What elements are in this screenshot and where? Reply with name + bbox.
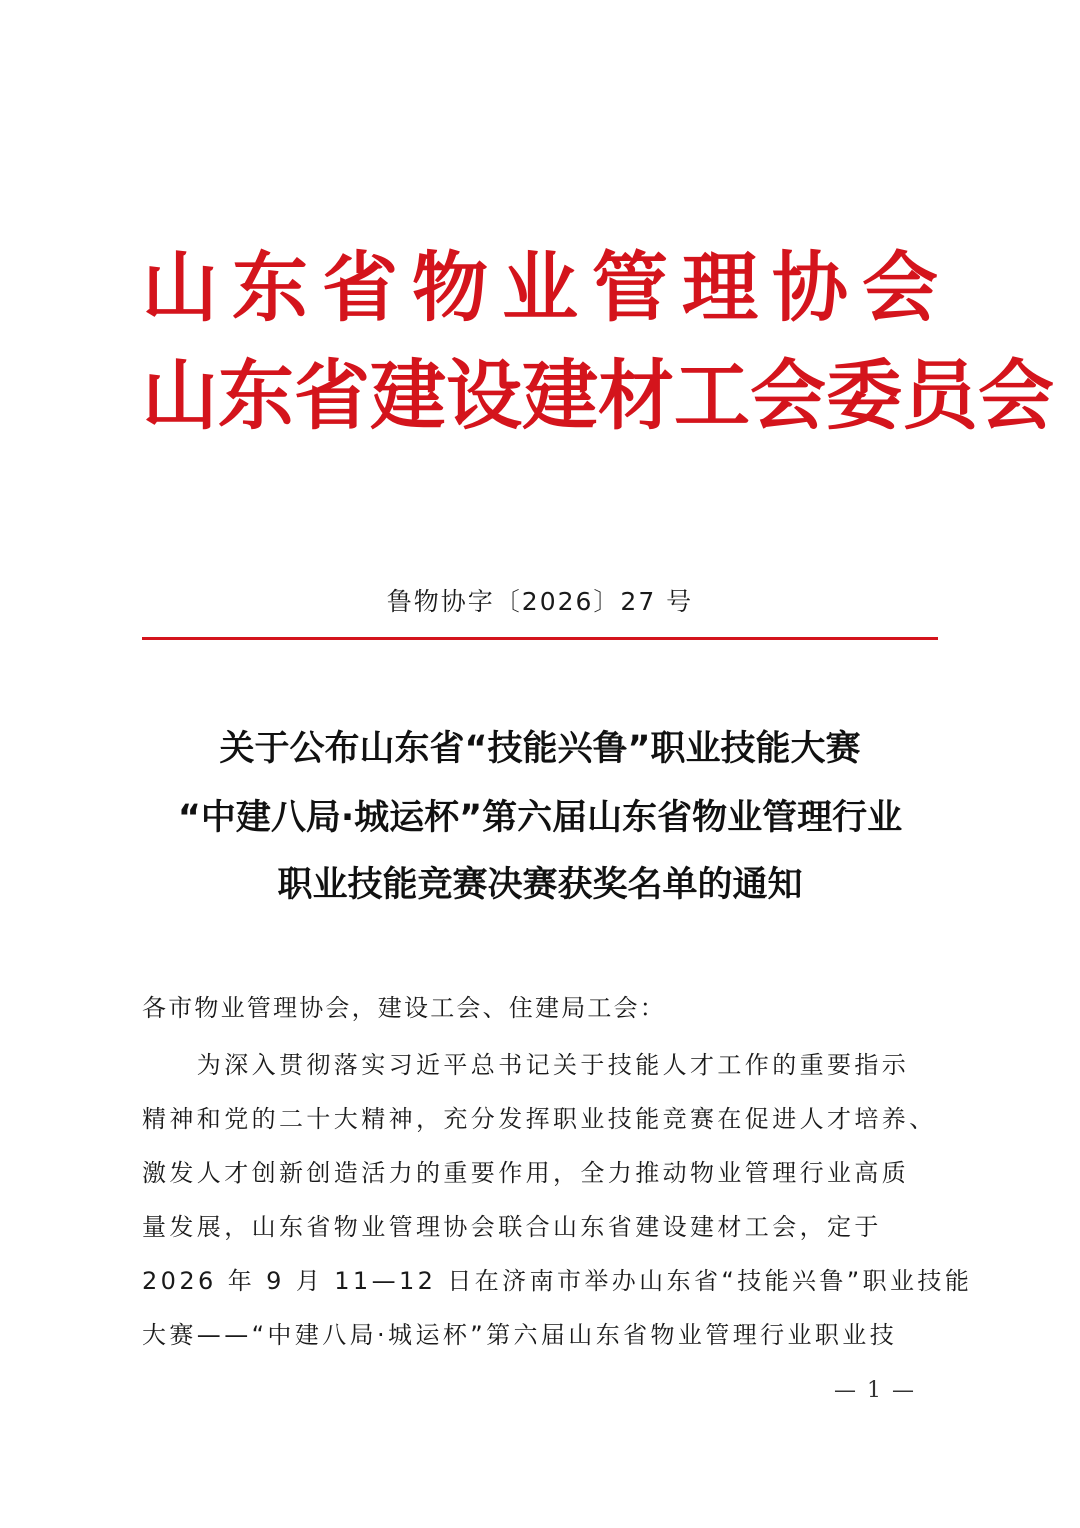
- body-text-line: 2026 年 9 月 11—12 日在济南市举办山东省“技能兴鲁”职业技能: [142, 1267, 973, 1295]
- document-title-line-3: 职业技能竞赛决赛获奖名单的通知: [277, 865, 803, 905]
- masthead-char: 建: [370, 351, 446, 440]
- masthead-char: 东: [218, 351, 294, 440]
- document-number: 鲁物协字〔2026〕27 号: [386, 587, 694, 616]
- addressee-line: 各市物业管理协会，建设工会、住建局工会：: [142, 994, 666, 1022]
- masthead-char: 省: [294, 351, 370, 440]
- masthead-char: 东: [232, 243, 308, 332]
- masthead-char: 省: [322, 243, 398, 332]
- masthead-char: 管: [592, 243, 668, 332]
- masthead-char: 会: [750, 351, 826, 440]
- masthead-char: 员: [902, 351, 978, 440]
- masthead-char: 业: [502, 243, 578, 332]
- body-text-line: 量发展，山东省物业管理协会联合山东省建设建材工会，定于: [142, 1213, 882, 1241]
- masthead-char: 会: [862, 243, 938, 332]
- masthead-char: 协: [772, 243, 848, 332]
- masthead-char: 设: [446, 351, 522, 440]
- document-title-line-2: “中建八局·城运杯”第六届山东省物业管理行业: [177, 798, 903, 838]
- masthead-char: 材: [598, 351, 674, 440]
- masthead-char: 物: [412, 243, 488, 332]
- masthead-char: 委: [826, 351, 902, 440]
- document-title-line-1: 关于公布山东省“技能兴鲁”职业技能大赛: [219, 729, 861, 769]
- page-number: — 1 —: [834, 1378, 916, 1403]
- body-text-line: 精神和党的二十大精神，充分发挥职业技能竞赛在促进人才培养、: [142, 1105, 937, 1133]
- masthead-char: 理: [682, 243, 758, 332]
- masthead-char: 会: [978, 351, 1054, 440]
- masthead-char: 山: [142, 243, 218, 332]
- masthead-char: 建: [522, 351, 598, 440]
- masthead-line-2: [142, 351, 1054, 440]
- masthead-char: 工: [674, 351, 750, 440]
- red-divider-line: [142, 637, 938, 640]
- body-text-line: 激发人才创新创造活力的重要作用，全力推动物业管理行业高质: [142, 1159, 910, 1187]
- body-text-line: 为深入贯彻落实习近平总书记关于技能人才工作的重要指示: [142, 1051, 910, 1079]
- masthead-line-1: [142, 243, 938, 332]
- masthead-char: 山: [142, 351, 218, 440]
- body-text-line: 大赛——“中建八局·城运杯”第六届山东省物业管理行业职业技: [142, 1321, 898, 1349]
